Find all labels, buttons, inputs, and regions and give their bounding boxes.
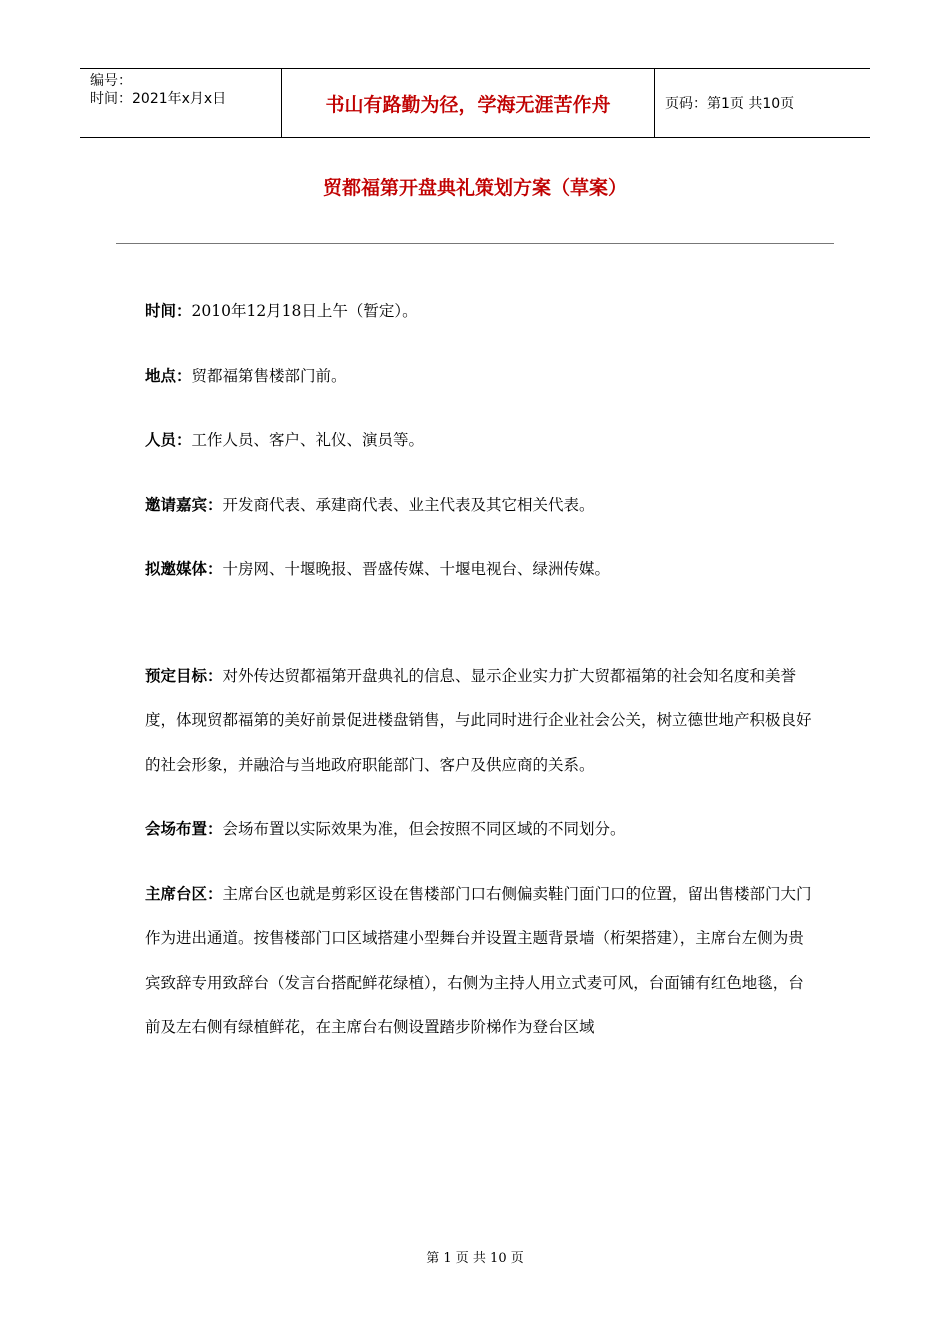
section-text: 开发商代表、承建商代表、业主代表及其它相关代表。 bbox=[222, 495, 595, 514]
document-date: 时间：2021年x月x日 bbox=[90, 91, 227, 107]
section-label: 邀请嘉宾： bbox=[145, 495, 223, 514]
header-meta bbox=[80, 69, 282, 137]
section-guests bbox=[145, 483, 815, 528]
section-label: 人员： bbox=[145, 431, 192, 449]
section-text: 会场布置以实际效果为准，但会按照不同区域的不同划分。 bbox=[222, 820, 626, 838]
section-time bbox=[145, 289, 815, 334]
page-footer: 第 1 页 共 10 页 bbox=[426, 1251, 524, 1266]
header-table bbox=[80, 68, 870, 138]
section-label: 地点： bbox=[145, 366, 192, 385]
document-number: 编号： bbox=[90, 73, 132, 89]
section-text: 主席台区也就是剪彩区设在售楼部门口右侧偏卖鞋门面门口的位置，留出售楼部门大门作为进出通道。按售楼部门口区域搭建小型舞台并设置主题背景墙（桁架搭建），主席台左侧为贵宾致辞专用致辞台（发言台搭配鲜花绿植），右侧为主持人用立式麦可风，台面铺有红色地毯，台前及左右侧有绿植鲜花，在主席台右侧设置踏步阶梯作为登台区域 bbox=[145, 884, 812, 1036]
section-place bbox=[145, 354, 815, 399]
section-text: 工作人员、客户、礼仪、演员等。 bbox=[191, 431, 425, 449]
section-venue bbox=[145, 807, 815, 852]
document-body bbox=[145, 289, 815, 1050]
section-label: 时间： bbox=[145, 302, 192, 320]
section-goal bbox=[145, 654, 815, 788]
header-page-info: 页码：第1页 共10页 bbox=[665, 96, 795, 112]
section-label: 主席台区： bbox=[145, 884, 223, 903]
section-text: 2010年12月18日上午（暂定）。 bbox=[191, 302, 418, 320]
section-text: 对外传达贸都福第开盘典礼的信息、显示企业实力扩大贸都福第的社会知名度和美誉度，体现贸都福第的美好前景促进楼盘销售，与此同时进行企业社会公关，树立德世地产积极良好的社会形象，并融洽与当地政府职能部门、客户及供应商的关系。 bbox=[145, 666, 812, 774]
section-text: 贸都福第售楼部门前。 bbox=[191, 366, 347, 385]
section-label: 预定目标： bbox=[145, 666, 223, 685]
section-stage bbox=[145, 872, 815, 1050]
section-label: 拟邀媒体： bbox=[145, 560, 223, 578]
document-title: 贸都福第开盘典礼策划方案（草案） bbox=[322, 177, 627, 199]
section-label: 会场布置： bbox=[145, 820, 223, 838]
section-text: 十房网、十堰晚报、晋盛传媒、十堰电视台、绿洲传媒。 bbox=[222, 560, 611, 578]
section-media bbox=[145, 547, 815, 592]
title-divider bbox=[116, 243, 834, 244]
section-people bbox=[145, 418, 815, 463]
header-motto: 书山有路勤为径，学海无涯苦作舟 bbox=[282, 69, 655, 137]
